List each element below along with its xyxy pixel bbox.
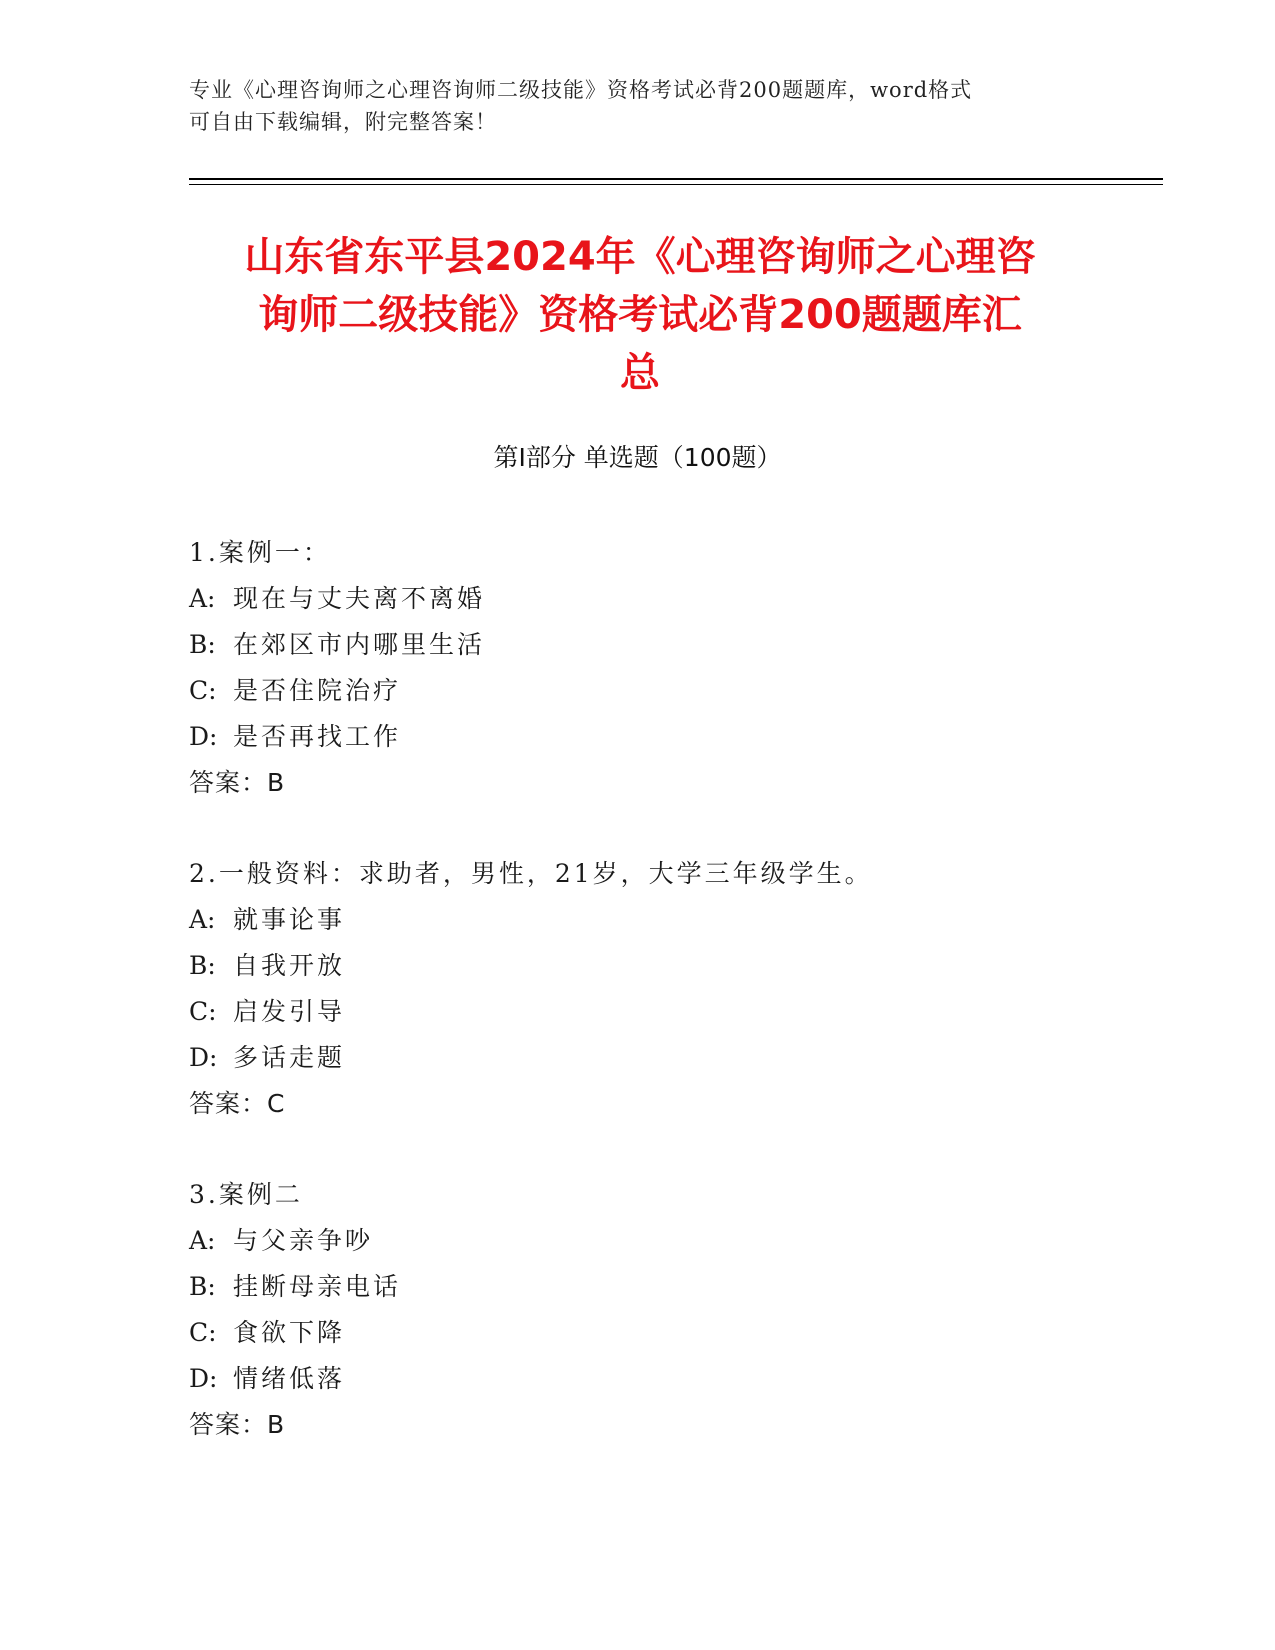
- header-divider-thin: [189, 184, 1163, 185]
- document-title-line-2: 询师二级技能》资格考试必背200题题库汇: [258, 292, 1022, 338]
- option-text: 与父亲争吵: [233, 1226, 374, 1255]
- option-d: [189, 1356, 1149, 1402]
- option-text: 自我开放: [233, 951, 346, 980]
- option-key: D:: [189, 1364, 218, 1393]
- document-title-line-1: 山东省东平县2024年《心理咨询师之心理咨: [244, 234, 1036, 280]
- option-text: 就事论事: [233, 905, 346, 934]
- option-key: B:: [189, 1272, 216, 1301]
- question-stem: 3.案例二: [189, 1180, 303, 1209]
- section-heading: 第Ⅰ部分 单选题（100题）: [493, 443, 782, 472]
- header-note-line-1: 专业《心理咨询师之心理咨询师二级技能》资格考试必背200题题库，word格式: [189, 78, 973, 102]
- option-a: [189, 576, 1149, 622]
- option-c: [189, 989, 1149, 1035]
- option-key: A:: [189, 584, 216, 613]
- option-text: 是否住院治疗: [233, 676, 402, 705]
- option-key: C:: [189, 1318, 217, 1347]
- header-note-line-2: 可自由下载编辑，附完整答案！: [189, 110, 497, 134]
- option-a: [189, 897, 1149, 943]
- question-list: [189, 530, 1149, 1493]
- option-b: [189, 622, 1149, 668]
- document-title: [180, 228, 1100, 402]
- question-stem: 1.案例一：: [189, 538, 331, 567]
- header-divider-thick: [189, 178, 1163, 180]
- option-key: C:: [189, 997, 217, 1026]
- option-text: 挂断母亲电话: [233, 1272, 402, 1301]
- option-d: [189, 714, 1149, 760]
- header-note: [189, 74, 1089, 138]
- question-2: [189, 851, 1149, 1127]
- option-text: 情绪低落: [233, 1364, 346, 1393]
- option-key: C:: [189, 676, 217, 705]
- option-key: A:: [189, 905, 216, 934]
- option-key: D:: [189, 722, 218, 751]
- option-text: 启发引导: [233, 997, 346, 1026]
- option-b: [189, 1264, 1149, 1310]
- option-c: [189, 1310, 1149, 1356]
- option-key: B:: [189, 630, 216, 659]
- question-1: [189, 530, 1149, 806]
- option-text: 是否再找工作: [233, 722, 402, 751]
- answer: 答案：B: [189, 1410, 286, 1439]
- option-key: B:: [189, 951, 216, 980]
- document-title-line-3: 总: [620, 350, 660, 396]
- option-text: 多话走题: [233, 1043, 346, 1072]
- answer: 答案：B: [189, 768, 286, 797]
- option-text: 食欲下降: [233, 1318, 346, 1347]
- question-stem: 2.一般资料：求助者，男性，21岁，大学三年级学生。: [189, 859, 873, 888]
- question-3: [189, 1172, 1149, 1448]
- option-b: [189, 943, 1149, 989]
- option-text: 在郊区市内哪里生活: [233, 630, 486, 659]
- option-key: D:: [189, 1043, 218, 1072]
- option-c: [189, 668, 1149, 714]
- option-d: [189, 1035, 1149, 1081]
- answer: 答案：C: [189, 1089, 286, 1118]
- option-key: A:: [189, 1226, 216, 1255]
- option-text: 现在与丈夫离不离婚: [233, 584, 486, 613]
- option-a: [189, 1218, 1149, 1264]
